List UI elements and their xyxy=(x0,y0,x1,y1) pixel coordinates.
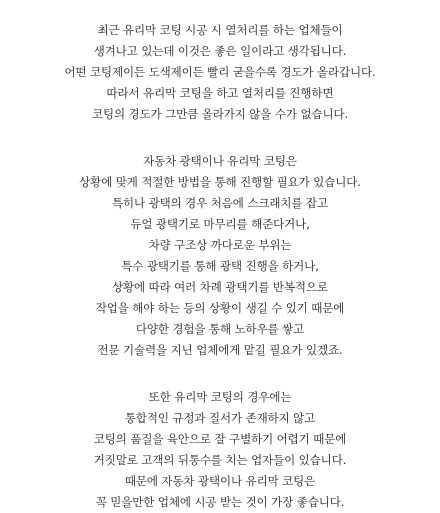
text-line: 다양한 경험을 통해 노하우를 쌓고 xyxy=(135,322,305,336)
text-line: 특수 광택기를 통해 광택 진행을 하거나, xyxy=(121,259,319,273)
text-line: 듀얼 광택기로 마무리를 해준다거나, xyxy=(130,217,310,231)
text-line: 또한 유리막 코팅의 경우에는 xyxy=(148,390,292,404)
text-line: 자동차 광택이나 유리막 코팅은 xyxy=(143,154,297,168)
text-line: 전문 기술력을 지닌 업체에게 맡길 필요가 있겠죠. xyxy=(97,343,343,357)
text-line: 어떤 코팅제이든 도색제이든 빨리 굳을수록 경도가 올라갑니다. xyxy=(64,65,376,79)
text-line: 꼭 믿을만한 업체에 시공 받는 것이 가장 좋습니다. xyxy=(95,495,345,509)
text-line: 특히나 광택의 경우 처음에 스크래치를 잡고 xyxy=(112,196,328,210)
text-line: 최근 유리막 코팅 시공 시 열처리를 하는 업체들이 xyxy=(97,23,343,37)
text-line: 코팅의 경도가 그만큼 올라가지 않을 수가 없습니다. xyxy=(91,107,349,121)
text-line: 거짓말로 고객의 뒤통수를 치는 업자들이 있습니다. xyxy=(93,453,347,467)
text-line: 통합적인 규정과 질서가 존재하지 않고 xyxy=(124,411,316,425)
text-line: 생겨나고 있는데 이것은 좋은 일이라고 생각됩니다. xyxy=(93,44,347,58)
text-line: 상황에 따라 여러 차례 광택기를 반복적으로 xyxy=(112,280,328,294)
paragraph-polishing-methods xyxy=(0,151,440,361)
text-line: 작업을 해야 하는 등의 상황이 생길 수 있기 때문에 xyxy=(95,301,345,315)
paragraph-trustworthy-vendor xyxy=(0,387,440,513)
text-line: 코팅의 품질을 육안으로 잘 구별하기 어렵기 때문에 xyxy=(93,432,347,446)
text-line: 따라서 유리막 코팅을 하고 열처리를 진행하면 xyxy=(106,86,334,100)
document-body xyxy=(0,20,440,513)
paragraph-heat-treatment xyxy=(0,20,440,125)
text-line: 차량 구조상 까다로운 부위는 xyxy=(148,238,292,252)
text-line: 상황에 맞게 적절한 방법을 통해 진행할 필요가 있습니다. xyxy=(79,175,361,189)
text-line: 때문에 자동차 광택이나 유리막 코팅은 xyxy=(124,474,316,488)
